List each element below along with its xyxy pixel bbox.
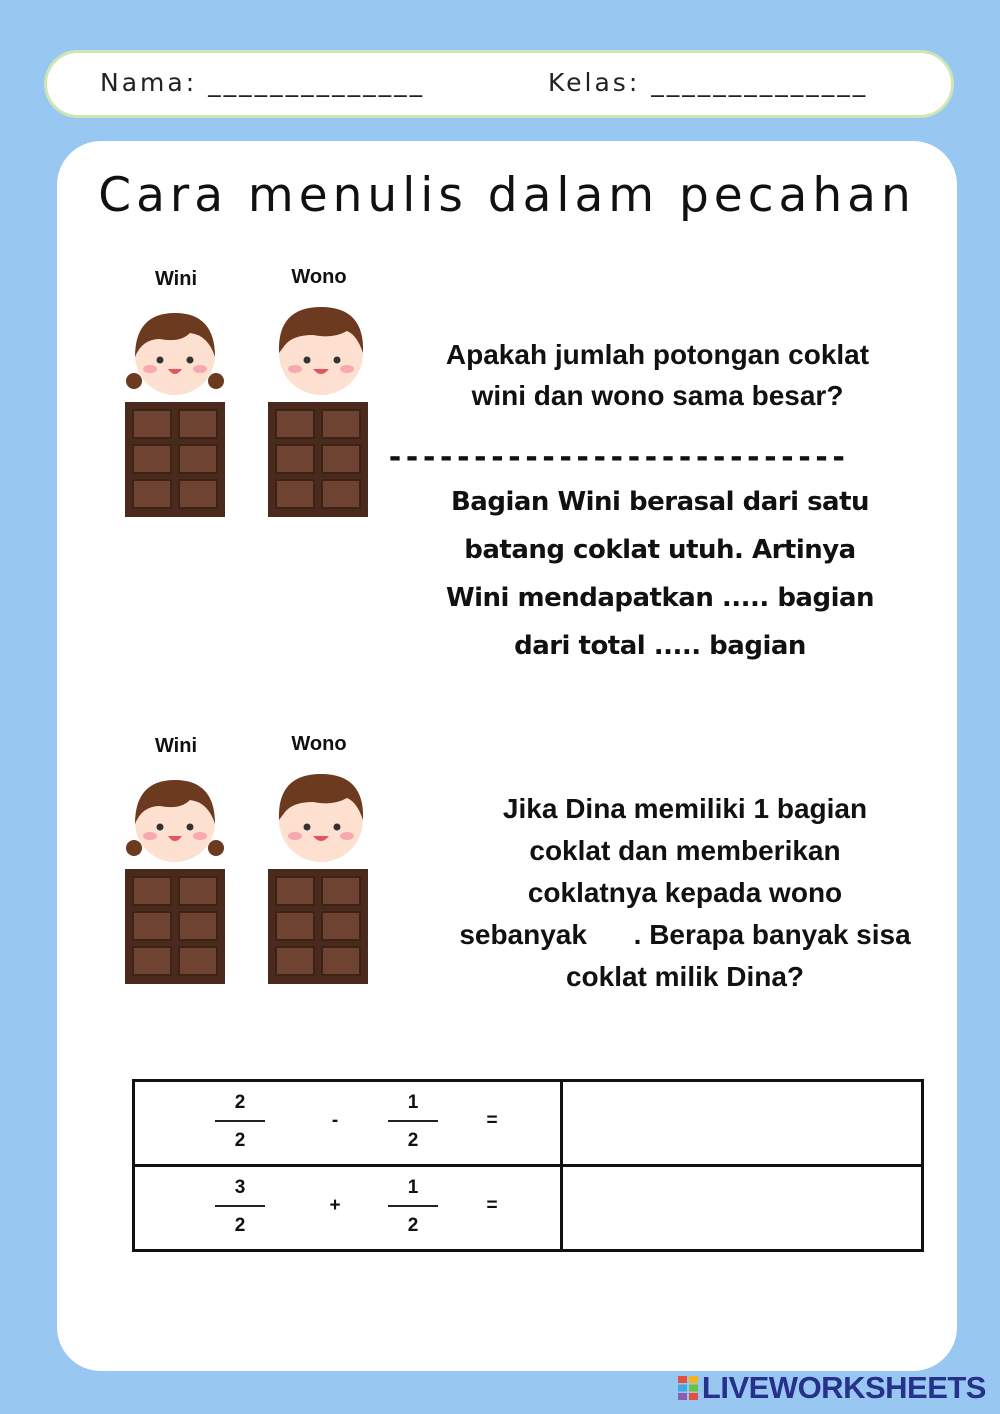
answer-explanation xyxy=(430,478,890,670)
answer-blank-line[interactable]: --------------------------- xyxy=(386,440,847,475)
answer-line-2: batang coklat utuh. Artinya xyxy=(464,535,856,565)
table-row xyxy=(134,1081,923,1166)
girl-with-chocolate-image xyxy=(120,305,230,525)
boy-name-label-2: Wono xyxy=(291,733,347,755)
liveworksheets-logo-icon xyxy=(678,1376,698,1400)
denominator: 2 xyxy=(407,1215,419,1236)
boy-with-chocolate-image xyxy=(263,305,373,525)
fraction-a xyxy=(215,1173,265,1241)
numerator: 1 xyxy=(407,1092,419,1113)
brand-text: LIVEWORKSHEETS xyxy=(701,1370,986,1405)
table-row xyxy=(134,1166,923,1251)
girl-name-label-2: Wini xyxy=(154,735,198,757)
girl-name-label: Wini xyxy=(154,268,198,290)
answer-cell[interactable] xyxy=(562,1081,923,1166)
question-2-line-2: coklat dan memberikan xyxy=(529,835,841,866)
answer-line-1: Bagian Wini berasal dari satu xyxy=(450,487,870,517)
equation-cell xyxy=(134,1166,562,1251)
fraction-b xyxy=(388,1173,438,1241)
equation-cell xyxy=(134,1081,562,1166)
answer-line-4: dari total ..... bagian xyxy=(514,631,806,661)
question-1-line-2: wini dan wono sama besar? xyxy=(471,380,844,411)
boy-name-label: Wono xyxy=(291,266,347,288)
question-2-line-5: coklat milik Dina? xyxy=(565,961,805,992)
question-2-line-1: Jika Dina memiliki 1 bagian xyxy=(502,793,868,824)
question-2 xyxy=(440,788,930,998)
fraction-table xyxy=(132,1079,924,1252)
numerator: 2 xyxy=(234,1092,246,1113)
fraction-a xyxy=(215,1088,265,1156)
question-1-line-1: Apakah jumlah potongan coklat xyxy=(445,339,870,370)
question-1 xyxy=(400,334,915,416)
denominator: 2 xyxy=(234,1130,246,1151)
question-2-line-4: sebanyak . Berapa banyak sisa xyxy=(459,919,911,950)
girl-with-chocolate-image-2 xyxy=(120,772,230,992)
class-field[interactable]: Kelas: ______________ xyxy=(548,68,869,97)
fraction-bar xyxy=(215,1205,265,1207)
numerator: 3 xyxy=(234,1177,246,1198)
answer-line-3: Wini mendapatkan ..... bagian xyxy=(445,583,875,613)
liveworksheets-logo[interactable] xyxy=(678,1370,986,1406)
fraction-bar xyxy=(388,1205,438,1207)
denominator: 2 xyxy=(407,1130,419,1151)
equals-sign: = xyxy=(486,1110,498,1131)
boy-with-chocolate-image-2 xyxy=(263,772,373,992)
operator: + xyxy=(329,1195,341,1216)
equals-sign: = xyxy=(486,1195,498,1216)
answer-cell[interactable] xyxy=(562,1166,923,1251)
operator: - xyxy=(331,1110,339,1131)
denominator: 2 xyxy=(234,1215,246,1236)
question-2-line-3: coklatnya kepada wono xyxy=(527,877,843,908)
fraction-bar xyxy=(215,1120,265,1122)
fraction-b xyxy=(388,1088,438,1156)
fraction-bar xyxy=(388,1120,438,1122)
name-field[interactable]: Nama: ______________ xyxy=(100,68,426,97)
numerator: 1 xyxy=(407,1177,419,1198)
page-title: Cara menulis dalam pecahan xyxy=(98,168,916,223)
